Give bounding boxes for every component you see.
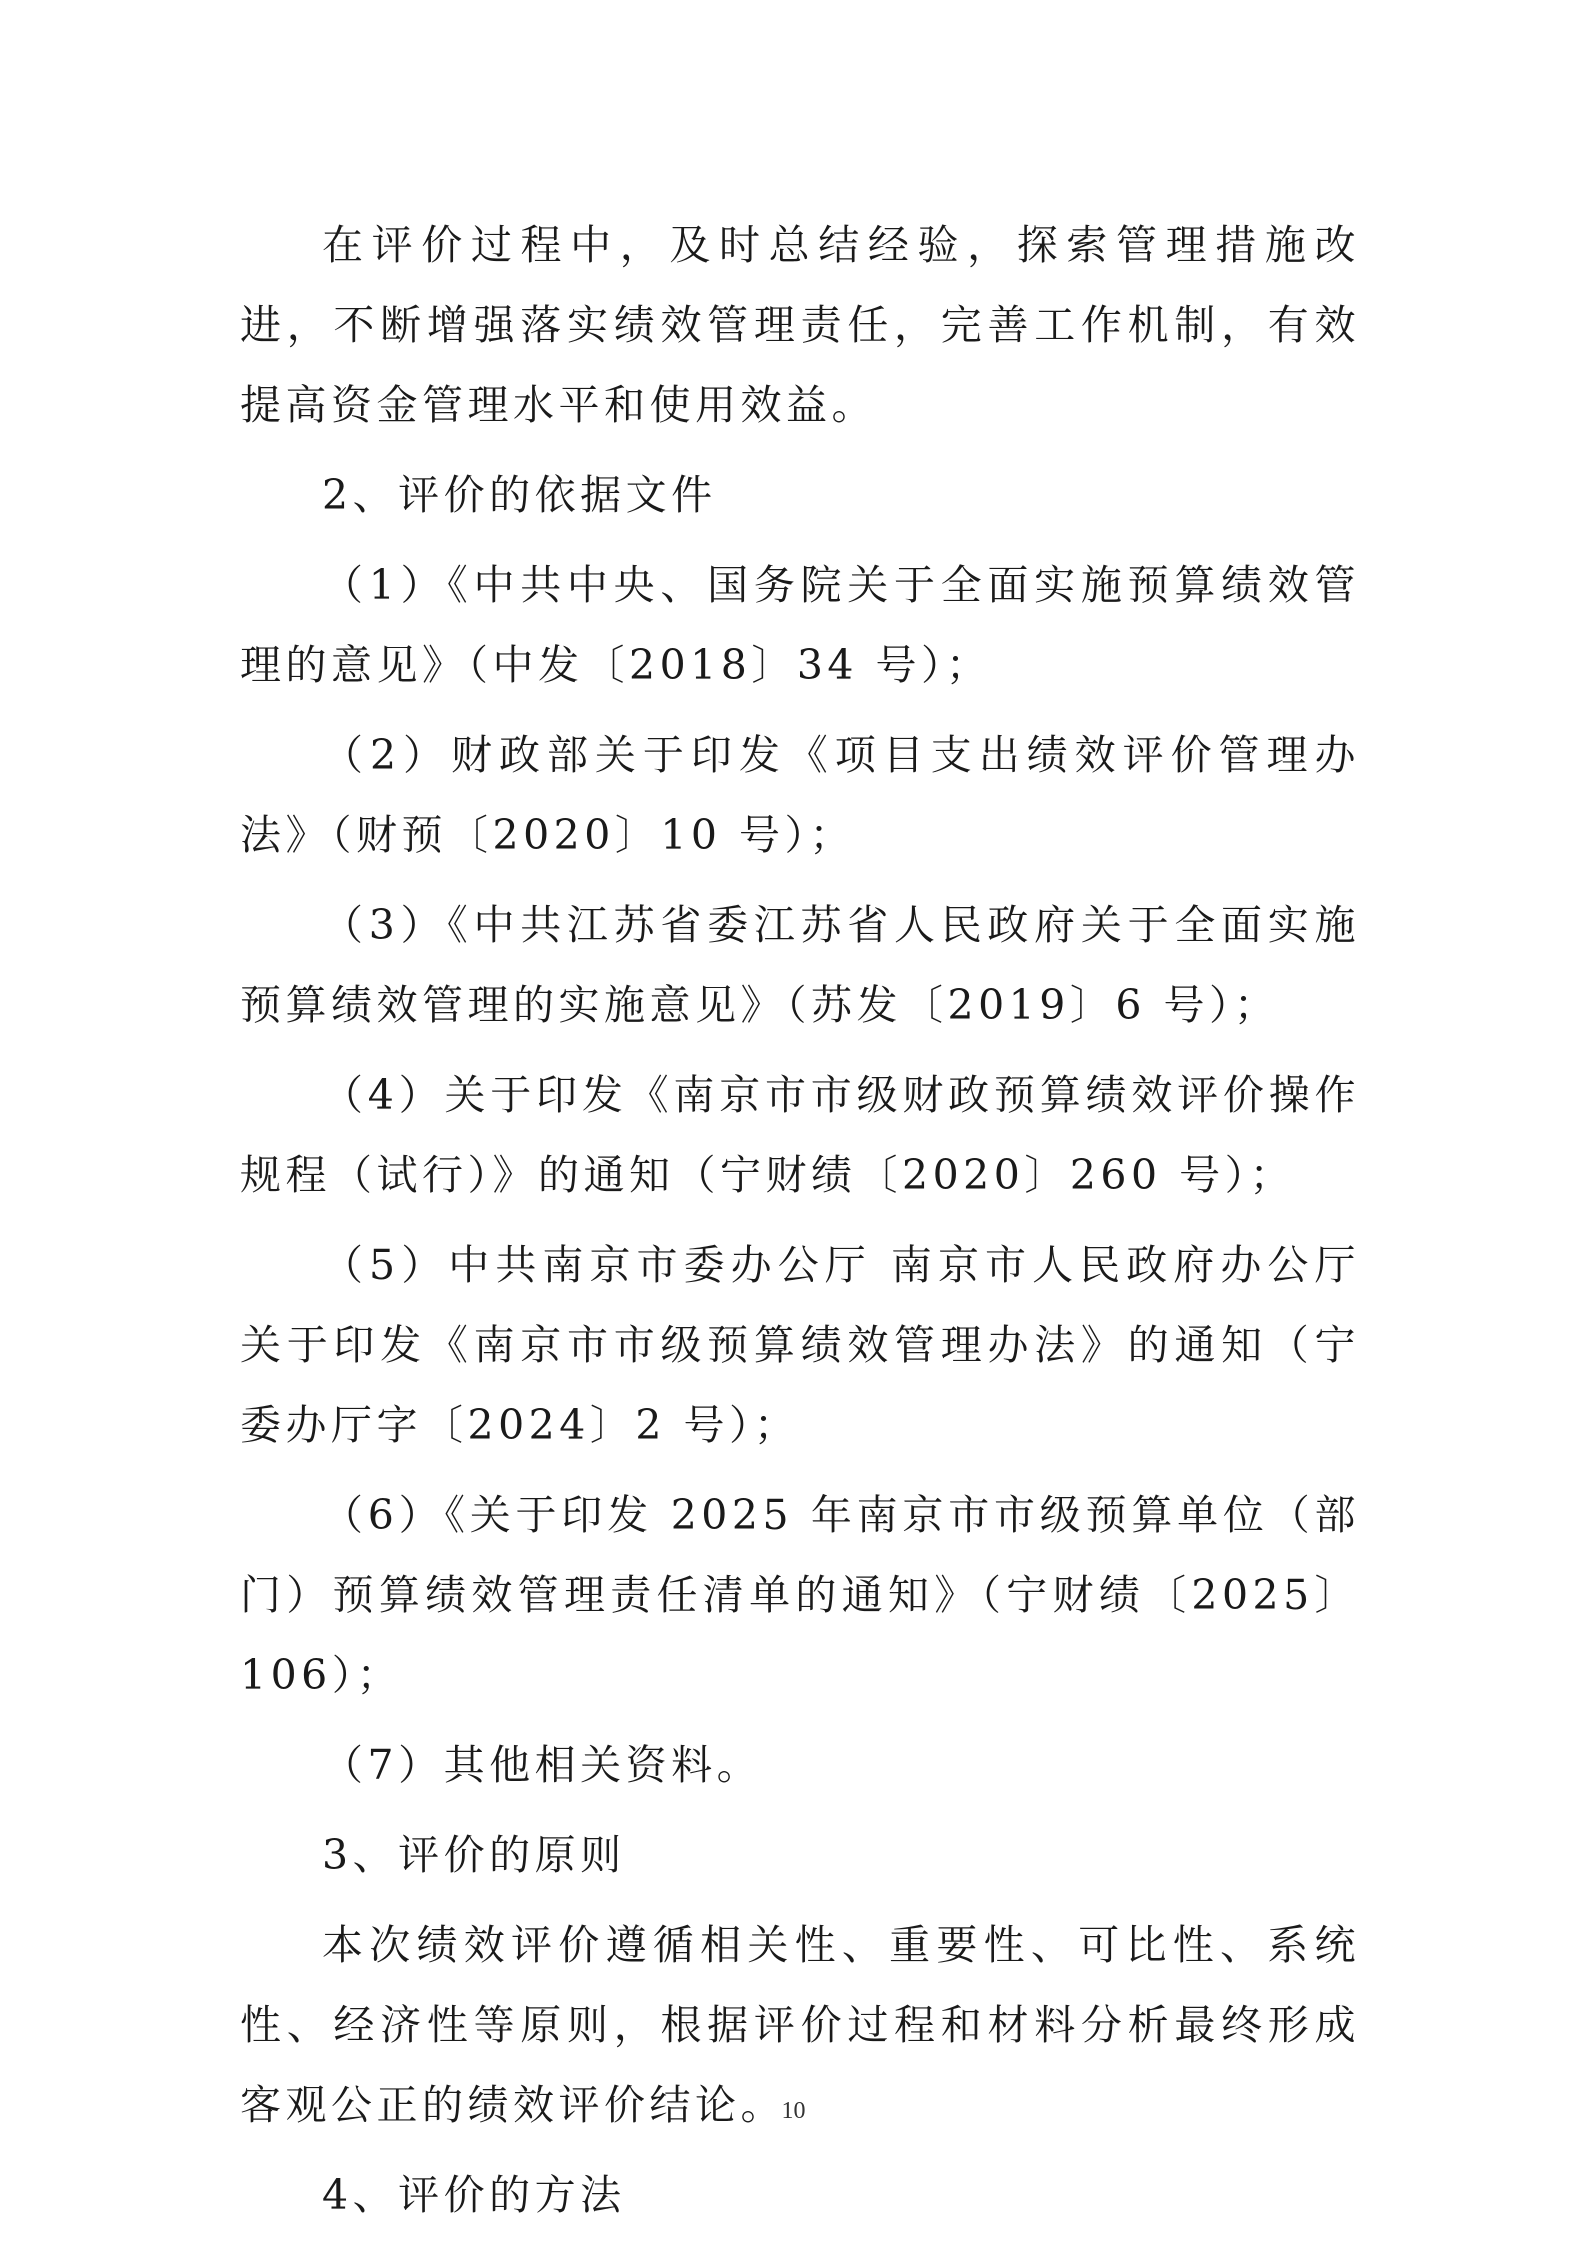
paragraph-principles: 本次绩效评价遵循相关性、重要性、可比性、系统性、经济性等原则，根据评价过程和材料分析最终形成客观公正的绩效评价结论。 bbox=[240, 1921, 1360, 2129]
basis-item-2: （2）财政部关于印发《项目支出绩效评价管理办法》（财预〔2020〕10 号）； bbox=[240, 731, 1360, 859]
basis-item-3: （3）《中共江苏省委江苏省人民政府关于全面实施预算绩效管理的实施意见》（苏发〔2019〕6 号）； bbox=[240, 901, 1360, 1029]
basis-item-4: （4）关于印发《南京市市级财政预算绩效评价操作规程（试行）》的通知（宁财绩〔2020〕260 号）； bbox=[240, 1071, 1360, 1199]
basis-item-5: （5）中共南京市委办公厅 南京市人民政府办公厅关于印发《南京市市级预算绩效管理办法》的通知（宁委办厅字〔2024〕2 号）； bbox=[240, 1241, 1360, 1449]
document-body bbox=[240, 205, 1360, 2245]
basis-item-6: （6）《关于印发 2025 年南京市市级预算单位（部门）预算绩效管理责任清单的通知》（宁财绩〔2025〕106）； bbox=[240, 1491, 1360, 1699]
heading-evaluation-principles: 3、评价的原则 bbox=[322, 1831, 626, 1879]
basis-item-1: （1）《中共中央、国务院关于全面实施预算绩效管理的意见》（中发〔2018〕34 号）； bbox=[240, 561, 1360, 689]
heading-evaluation-basis: 2、评价的依据文件 bbox=[322, 471, 717, 519]
heading-evaluation-methods: 4、评价的方法 bbox=[322, 2171, 626, 2219]
paragraph-evaluation-process: 在评价过程中，及时总结经验，探索管理措施改进，不断增强落实绩效管理责任，完善工作机制，有效提高资金管理水平和使用效益。 bbox=[240, 221, 1360, 429]
basis-item-7: （7）其他相关资料。 bbox=[322, 1741, 763, 1789]
page-number: 10 bbox=[781, 2098, 806, 2124]
